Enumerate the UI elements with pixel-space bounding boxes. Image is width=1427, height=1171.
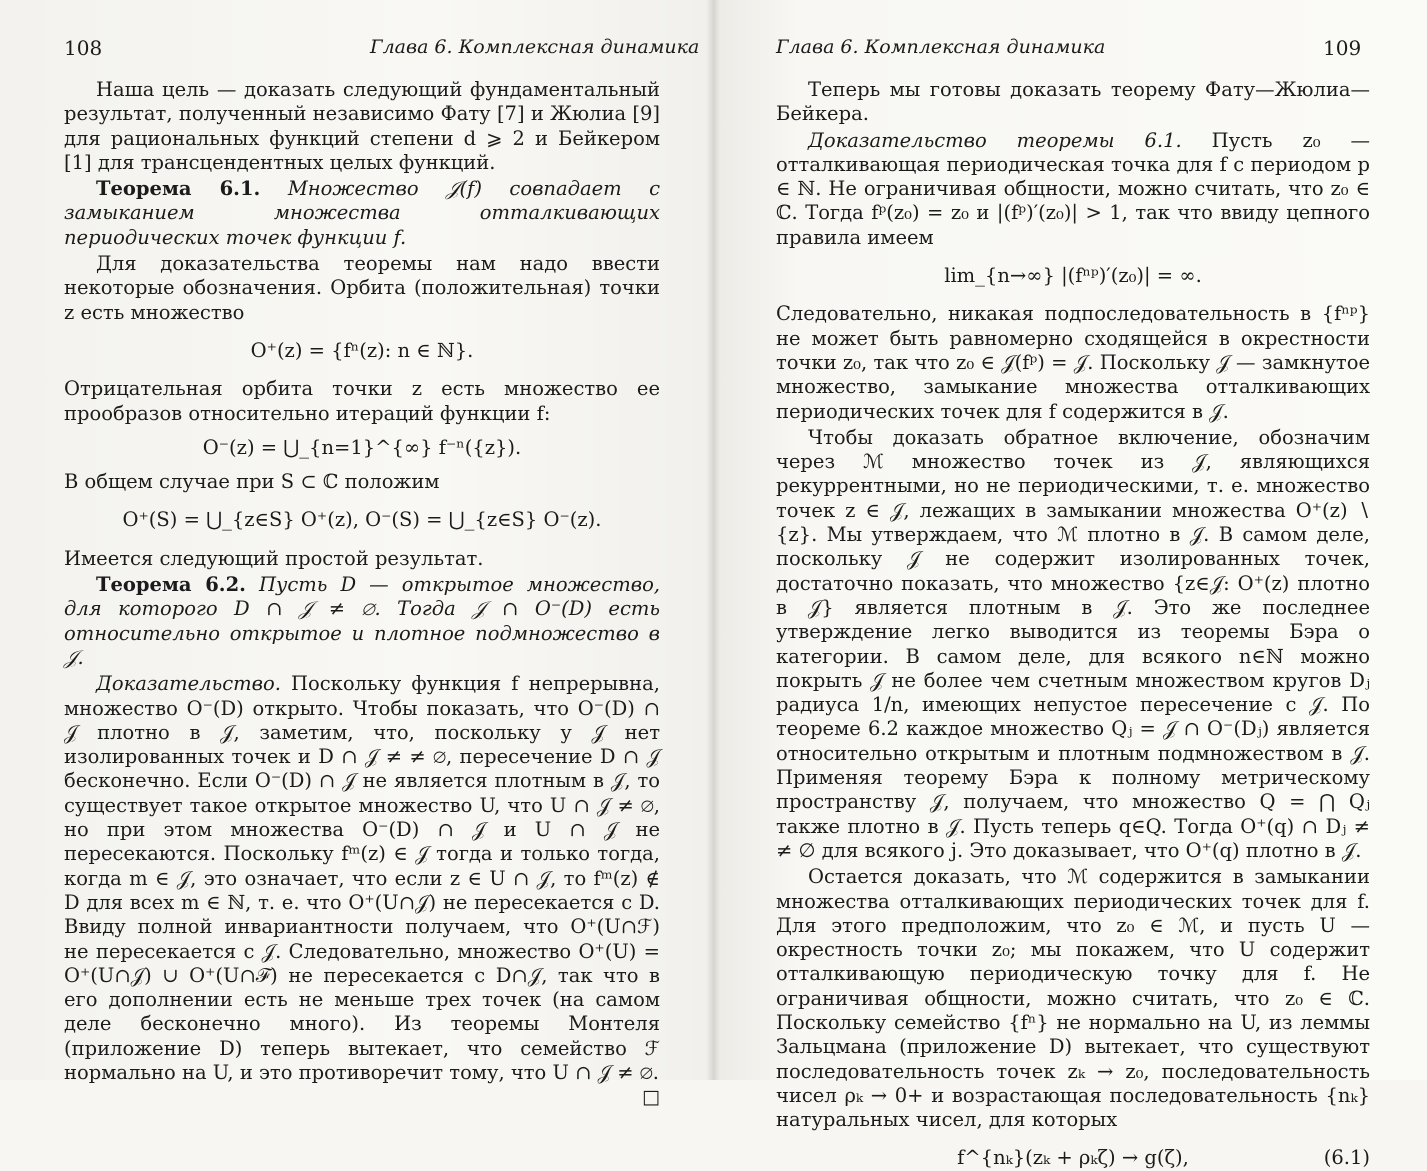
- formula-positive-orbit: O⁺(z) = {fⁿ(z): n ∈ ℕ}.: [250, 338, 474, 362]
- right-para-remains: Остается доказать, что ℳ содержится в замыкании множества отталкивающих периодических точек для f. Для этого предположим, что z₀ ∈ ℳ, и пусть U — окрестность точки z₀; мы покажем, что U содержит отталкивающую периодическую точку для f. Не ограничивая общности, можно считать, что z₀ ∈ ℂ. Поскольку семейство {fⁿ} не нормально на U, из леммы Зальцмана (приложение D) вытекает, что существуют последовательность точек zₖ → z₀, последовательность чисел ρₖ → 0+ и возрастающая последовательность {nₖ} натуральных чисел, для которых: [776, 865, 1370, 1132]
- right-running-head: Глава 6. Комплексная динамика: [776, 36, 1106, 58]
- proof-6-1-start: Пусть z₀ — отталкивающая периодическая точка для f с периодом p ∈ ℕ. Не ограничивая общности, можно считать, что z₀ ∈ ℂ. Тогда fᵖ(z₀) = z₀ и |(fᵖ)′(z₀)| > 1, так что ввиду цепного правила имеем: [776, 128, 1371, 249]
- book-gutter: [706, 0, 720, 1080]
- right-page-number: 109: [1323, 36, 1362, 60]
- proof-6-2: [64, 672, 660, 1109]
- left-page-number: 108: [64, 36, 103, 60]
- left-para-goal: Наша цель — доказать следующий фундаментальный результат, полученный независимо Фату [7] и Жюлиа [9] для рациональных функций степени d ⩾ 2 и Бейкером [1] для трансцендентных целых функций.: [64, 78, 660, 174]
- equation-number: (6.1): [1323, 1146, 1370, 1170]
- left-para-simple-result: Имеется следующий простой результат.: [64, 546, 484, 570]
- theorem-6-1-label: Теорема 6.1.: [96, 177, 261, 201]
- proof-6-1-label: Доказательство теоремы 6.1.: [808, 128, 1182, 152]
- theorem-6-1-text: Множество 𝒥(f) совпадает с замыканием множества отталкивающих периодических точек функции f.: [64, 177, 661, 249]
- left-para-orbit: Для доказательства теоремы нам надо ввести некоторые обозначения. Орбита (положительная) точки z есть множество: [64, 252, 660, 324]
- formula-limit: lim_{n→∞} |(fⁿᵖ)′(z₀)| = ∞.: [944, 264, 1202, 288]
- qed-symbol: □: [642, 1086, 660, 1109]
- proof-6-1: [776, 129, 1370, 250]
- formula-zalcman: f^{nₖ}(zₖ + ρₖζ) → g(ζ),: [957, 1146, 1189, 1170]
- left-running-head: Глава 6. Комплексная динамика: [370, 36, 700, 58]
- left-para-general: В общем случае при S ⊂ ℂ положим: [64, 470, 440, 494]
- right-para-consequently: Следовательно, никакая подпоследовательность в {fⁿᵖ} не может быть равномерно сходящейся в окрестности точки z₀, так что z₀ ∈ 𝒥(fᵖ) = 𝒥. Поскольку 𝒥 — замкнутое множество, замыкание множества отталкивающих периодических точек для f содержится в 𝒥.: [776, 302, 1370, 423]
- proof-text: Поскольку функция f непрерывна, множество O⁻(D) открыто. Чтобы показать, что O⁻(D) ∩ 𝒥 плотно в 𝒥, заметим, что, поскольку у 𝒥 нет изолированных точек и D ∩ 𝒥 ≠ ≠ ∅, пересечение D ∩ 𝒥 бесконечно. Если O⁻(D) ∩ 𝒥 не является плотным в 𝒥, то существует такое открытое множество U, что U ∩ 𝒥 ≠ ∅, но при этом множества O⁻(D) ∩ 𝒥 и U ∩ 𝒥 не пересекаются. Поскольку fᵐ(z) ∈ 𝒥 тогда и только тогда, когда m ∈ 𝒥, это означает, что если z ∈ U ∩ 𝒥, то fᵐ(z) ∉ D для всех m ∈ ℕ, т. е. что O⁺(U∩𝒥) не пересекается с D. Ввиду полной инвариантности получаем, что O⁺(U∩ℱ) не пересекается с 𝒥. Следовательно, множество O⁺(U) = O⁺(U∩𝒥) ∪ O⁺(U∩ℱ) не пересекается с D∩𝒥, так что в его дополнении есть не меньше трех точек (на самом деле бесконечно много). Из теоремы Монтеля (приложение D) теперь вытекает, что семейство ℱ нормально на U, и это противоречит тому, что U ∩ 𝒥 ≠ ∅.: [64, 672, 660, 1084]
- theorem-6-2-label: Теорема 6.2.: [96, 573, 246, 597]
- left-page-body: [64, 78, 660, 1110]
- theorem-6-2: [64, 573, 660, 670]
- right-page-body: [776, 78, 1370, 1171]
- formula-set-orbits: O⁺(S) = ⋃_{z∈S} O⁺(z), O⁻(S) = ⋃_{z∈S} O⁻(z).: [122, 508, 602, 532]
- theorem-6-1: [64, 177, 660, 250]
- proof-label: Доказательство.: [96, 672, 281, 696]
- right-para-intro: Теперь мы готовы доказать теорему Фату—Жюлиа—Бейкера.: [776, 78, 1370, 126]
- right-para-reverse-inclusion: Чтобы доказать обратное включение, обозначим через ℳ множество точек из 𝒥, являющихся рекуррентными, но не периодическими, т. е. множество точек z ∈ 𝒥, лежащих в замыкании множества O⁺(z) ∖ {z}. Мы утверждаем, что ℳ плотно в 𝒥. В самом деле, поскольку 𝒥 не содержит изолированных точек, достаточно показать, что множество {z∈𝒥: O⁺(z) плотно в 𝒥} является плотным в 𝒥. Это же последнее утверждение легко выводится из теоремы Бэра о категории. В самом деле, для всякого n∈ℕ можно покрыть 𝒥 не более чем счетным множеством кругов Dⱼ радиуса 1/n, имеющих непустое пересечение с 𝒥. По теореме 6.2 каждое множество Qⱼ = 𝒥 ∩ O⁻(Dⱼ) является относительно открытым и плотным подмножеством в 𝒥. Применяя теорему Бэра к полному метрическому пространству 𝒥, получаем, что множество Q = ⋂ Qⱼ также плотно в 𝒥. Пусть теперь q∈Q. Тогда O⁺(q) ∩ Dⱼ ≠ ≠ ∅ для всякого j. Это доказывает, что O⁺(q) плотно в 𝒥.: [776, 425, 1370, 862]
- equation-6-1: [776, 1146, 1370, 1170]
- formula-negative-orbit: O⁻(z) = ⋃_{n=1}^{∞} f⁻ⁿ({z}).: [202, 435, 522, 459]
- left-para-negative-orbit: Отрицательная орбита точки z есть множество ее прообразов относительно итераций функции f:: [64, 377, 660, 425]
- theorem-6-2-text: Пусть D — открытое множество, для которого D ∩ 𝒥 ≠ ∅. Тогда 𝒥 ∩ O⁻(D) есть относительно открытое и плотное подмножество в 𝒥.: [64, 573, 661, 669]
